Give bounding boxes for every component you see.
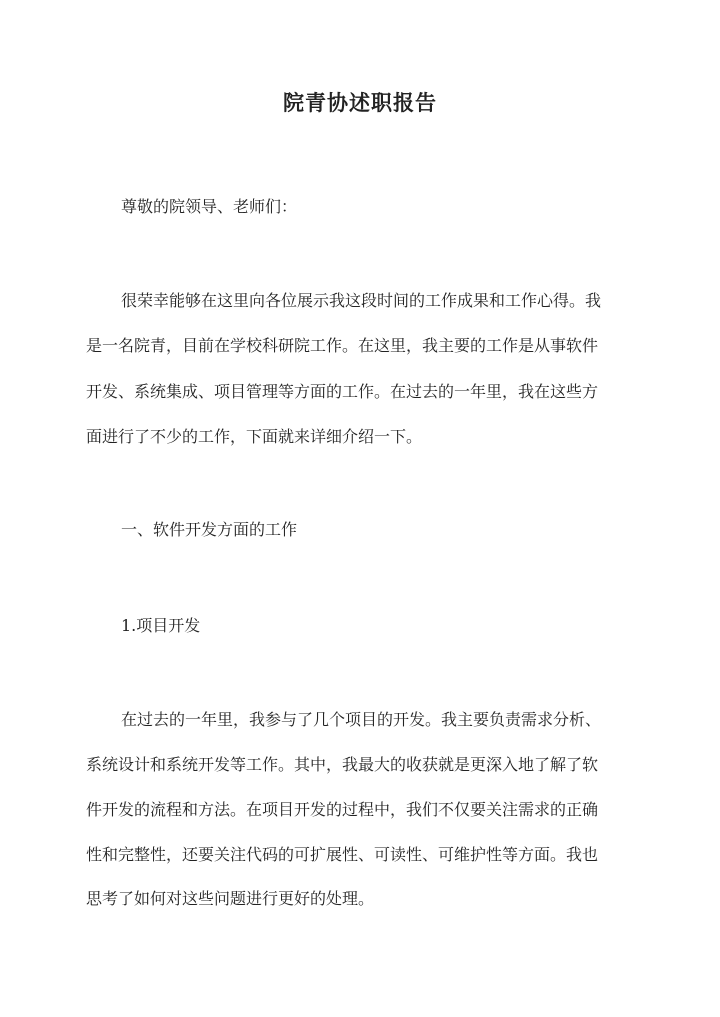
body-line: 系统设计和系统开发等工作。其中，我最大的收获就是更深入地了解了软 — [86, 755, 599, 774]
body-line: 件开发的流程和方法。在项目开发的过程中，我们不仅要关注需求的正确 — [86, 800, 599, 819]
subsection-heading: 1.项目开发 — [121, 616, 201, 635]
intro-line: 是一名院青，目前在学校科研院工作。在这里，我主要的工作是从事软件 — [86, 336, 599, 355]
intro-line: 很荣幸能够在这里向各位展示我这段时间的工作成果和工作心得。我 — [121, 291, 602, 310]
salutation: 尊敬的院领导、老师们： — [121, 197, 298, 216]
document-title: 院青协述职报告 — [283, 90, 437, 115]
body-line: 性和完整性，还要关注代码的可扩展性、可读性、可维护性等方面。我也 — [86, 845, 599, 864]
body-line: 在过去的一年里，我参与了几个项目的开发。我主要负责需求分析、 — [121, 710, 602, 729]
intro-line: 开发、系统集成、项目管理等方面的工作。在过去的一年里，我在这些方 — [86, 382, 599, 401]
intro-line: 面进行了不少的工作，下面就来详细介绍一下。 — [86, 427, 423, 446]
section-heading: 一、软件开发方面的工作 — [121, 520, 298, 539]
body-line: 思考了如何对这些问题进行更好的处理。 — [86, 889, 375, 908]
